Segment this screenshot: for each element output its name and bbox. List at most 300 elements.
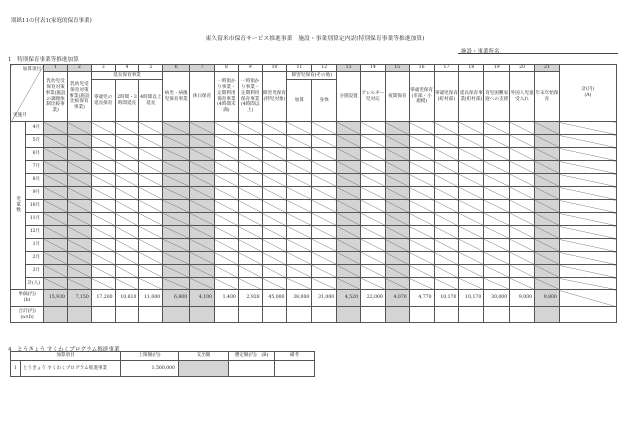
month-cell[interactable] xyxy=(535,265,560,278)
month-cell[interactable] xyxy=(361,239,386,252)
month-cell[interactable] xyxy=(535,174,560,187)
month-cell[interactable] xyxy=(459,213,484,226)
month-cell[interactable] xyxy=(337,226,361,239)
sum-cell[interactable] xyxy=(385,307,409,323)
month-cell[interactable] xyxy=(287,200,312,213)
month-cell[interactable] xyxy=(163,161,190,174)
month-cell[interactable] xyxy=(337,148,361,161)
month-cell[interactable] xyxy=(262,187,287,200)
month-cell[interactable] xyxy=(238,213,262,226)
month-cell[interactable] xyxy=(214,239,238,252)
month-cell[interactable] xyxy=(434,213,459,226)
sum-cell[interactable] xyxy=(510,307,535,323)
month-cell[interactable] xyxy=(139,161,163,174)
month-cell[interactable] xyxy=(44,187,68,200)
month-cell[interactable] xyxy=(459,265,484,278)
sub-row-note[interactable] xyxy=(275,361,315,377)
month-cell[interactable] xyxy=(262,161,287,174)
month-cell[interactable] xyxy=(238,226,262,239)
month-cell[interactable] xyxy=(459,161,484,174)
month-cell[interactable] xyxy=(510,200,535,213)
month-cell[interactable] xyxy=(139,187,163,200)
month-cell[interactable] xyxy=(484,265,510,278)
month-cell[interactable] xyxy=(385,135,409,148)
month-cell[interactable] xyxy=(287,239,312,252)
month-cell[interactable] xyxy=(510,187,535,200)
month-cell[interactable] xyxy=(312,135,337,148)
total-count-cell[interactable] xyxy=(91,278,115,290)
month-cell[interactable] xyxy=(361,148,386,161)
month-cell[interactable] xyxy=(434,122,459,135)
sub-row-calc[interactable] xyxy=(229,361,275,377)
month-cell[interactable] xyxy=(337,161,361,174)
month-cell[interactable] xyxy=(287,174,312,187)
sum-cell[interactable] xyxy=(44,307,68,323)
month-cell[interactable] xyxy=(409,148,434,161)
month-cell[interactable] xyxy=(163,239,190,252)
total-count-cell[interactable] xyxy=(385,278,409,290)
month-cell[interactable] xyxy=(163,122,190,135)
month-cell[interactable] xyxy=(139,135,163,148)
month-cell[interactable] xyxy=(385,265,409,278)
month-cell[interactable] xyxy=(238,265,262,278)
month-cell[interactable] xyxy=(44,161,68,174)
month-cell[interactable] xyxy=(163,187,190,200)
month-cell[interactable] xyxy=(115,148,139,161)
sum-cell[interactable] xyxy=(67,307,91,323)
month-cell[interactable] xyxy=(434,252,459,265)
month-cell[interactable] xyxy=(91,187,115,200)
month-cell[interactable] xyxy=(510,122,535,135)
sum-cell[interactable] xyxy=(312,307,337,323)
month-cell[interactable] xyxy=(434,265,459,278)
month-cell[interactable] xyxy=(459,252,484,265)
total-count-cell[interactable] xyxy=(163,278,190,290)
month-cell[interactable] xyxy=(459,135,484,148)
month-cell[interactable] xyxy=(361,187,386,200)
month-cell[interactable] xyxy=(44,148,68,161)
month-cell[interactable] xyxy=(312,122,337,135)
month-cell[interactable] xyxy=(312,213,337,226)
month-cell[interactable] xyxy=(484,252,510,265)
month-cell-total[interactable] xyxy=(559,252,616,265)
month-cell-total[interactable] xyxy=(559,213,616,226)
sum-cell[interactable] xyxy=(409,307,434,323)
month-cell[interactable] xyxy=(287,265,312,278)
month-cell[interactable] xyxy=(163,135,190,148)
month-cell[interactable] xyxy=(287,226,312,239)
month-cell-total[interactable] xyxy=(559,161,616,174)
month-cell[interactable] xyxy=(337,200,361,213)
month-cell[interactable] xyxy=(139,239,163,252)
month-cell[interactable] xyxy=(190,213,215,226)
month-cell[interactable] xyxy=(238,135,262,148)
month-cell[interactable] xyxy=(409,252,434,265)
month-cell[interactable] xyxy=(434,148,459,161)
month-cell[interactable] xyxy=(535,187,560,200)
month-cell[interactable] xyxy=(44,122,68,135)
month-cell[interactable] xyxy=(287,187,312,200)
month-cell[interactable] xyxy=(312,148,337,161)
month-cell[interactable] xyxy=(409,200,434,213)
facility-name-field[interactable] xyxy=(458,53,618,54)
month-cell[interactable] xyxy=(115,135,139,148)
month-cell[interactable] xyxy=(385,226,409,239)
month-cell[interactable] xyxy=(337,252,361,265)
sum-cell[interactable] xyxy=(361,307,386,323)
sum-cell[interactable] xyxy=(163,307,190,323)
month-cell[interactable] xyxy=(139,148,163,161)
sum-cell[interactable] xyxy=(535,307,560,323)
month-cell[interactable] xyxy=(287,252,312,265)
total-count-cell[interactable] xyxy=(67,278,91,290)
month-cell[interactable] xyxy=(214,226,238,239)
month-cell[interactable] xyxy=(44,135,68,148)
month-cell[interactable] xyxy=(361,226,386,239)
month-cell[interactable] xyxy=(459,122,484,135)
month-cell[interactable] xyxy=(190,187,215,200)
month-cell[interactable] xyxy=(163,174,190,187)
month-cell[interactable] xyxy=(409,161,434,174)
month-cell[interactable] xyxy=(434,226,459,239)
month-cell[interactable] xyxy=(484,174,510,187)
month-cell[interactable] xyxy=(44,200,68,213)
total-count-cell[interactable] xyxy=(287,278,312,290)
month-cell[interactable] xyxy=(459,239,484,252)
sum-cell[interactable] xyxy=(459,307,484,323)
month-cell[interactable] xyxy=(163,226,190,239)
total-count-cell[interactable] xyxy=(312,278,337,290)
month-cell[interactable] xyxy=(484,226,510,239)
month-cell[interactable] xyxy=(115,187,139,200)
sum-cell[interactable] xyxy=(484,307,510,323)
month-cell[interactable] xyxy=(214,148,238,161)
month-cell[interactable] xyxy=(385,122,409,135)
month-cell[interactable] xyxy=(535,135,560,148)
month-cell[interactable] xyxy=(67,200,91,213)
month-cell[interactable] xyxy=(459,187,484,200)
month-cell[interactable] xyxy=(67,122,91,135)
month-cell[interactable] xyxy=(91,135,115,148)
month-cell[interactable] xyxy=(262,252,287,265)
month-cell[interactable] xyxy=(535,239,560,252)
month-cell[interactable] xyxy=(190,252,215,265)
month-cell[interactable] xyxy=(91,122,115,135)
month-cell[interactable] xyxy=(91,161,115,174)
total-count-cell[interactable] xyxy=(238,278,262,290)
month-cell[interactable] xyxy=(510,148,535,161)
month-cell[interactable] xyxy=(361,135,386,148)
sum-cell[interactable] xyxy=(238,307,262,323)
month-cell[interactable] xyxy=(385,148,409,161)
month-cell[interactable] xyxy=(361,213,386,226)
month-cell[interactable] xyxy=(484,187,510,200)
month-cell[interactable] xyxy=(238,200,262,213)
month-cell[interactable] xyxy=(262,122,287,135)
month-cell[interactable] xyxy=(484,200,510,213)
month-cell[interactable] xyxy=(190,174,215,187)
month-cell[interactable] xyxy=(312,187,337,200)
month-cell[interactable] xyxy=(190,265,215,278)
month-cell[interactable] xyxy=(484,239,510,252)
month-cell[interactable] xyxy=(190,148,215,161)
month-cell[interactable] xyxy=(139,265,163,278)
month-cell[interactable] xyxy=(238,252,262,265)
month-cell[interactable] xyxy=(434,200,459,213)
month-cell[interactable] xyxy=(385,252,409,265)
sum-cell[interactable] xyxy=(337,307,361,323)
month-cell[interactable] xyxy=(190,226,215,239)
month-cell[interactable] xyxy=(484,122,510,135)
month-cell[interactable] xyxy=(409,265,434,278)
month-cell[interactable] xyxy=(312,239,337,252)
month-cell[interactable] xyxy=(459,148,484,161)
month-cell[interactable] xyxy=(262,135,287,148)
sum-cell[interactable] xyxy=(115,307,139,323)
month-cell[interactable] xyxy=(312,265,337,278)
month-cell[interactable] xyxy=(91,200,115,213)
month-cell[interactable] xyxy=(44,174,68,187)
total-count-cell[interactable] xyxy=(361,278,386,290)
month-cell[interactable] xyxy=(337,122,361,135)
month-cell[interactable] xyxy=(238,148,262,161)
total-count-cell-total[interactable] xyxy=(559,278,616,290)
month-cell[interactable] xyxy=(287,148,312,161)
month-cell[interactable] xyxy=(67,239,91,252)
total-count-cell[interactable] xyxy=(139,278,163,290)
month-cell[interactable] xyxy=(409,187,434,200)
month-cell[interactable] xyxy=(535,252,560,265)
month-cell[interactable] xyxy=(91,239,115,252)
month-cell[interactable] xyxy=(312,200,337,213)
month-cell[interactable] xyxy=(67,161,91,174)
sum-cell[interactable] xyxy=(139,307,163,323)
month-cell[interactable] xyxy=(139,213,163,226)
month-cell[interactable] xyxy=(361,200,386,213)
month-cell[interactable] xyxy=(91,252,115,265)
month-cell[interactable] xyxy=(385,161,409,174)
month-cell[interactable] xyxy=(190,161,215,174)
month-cell[interactable] xyxy=(214,265,238,278)
month-cell[interactable] xyxy=(337,174,361,187)
month-cell[interactable] xyxy=(214,187,238,200)
sum-cell[interactable] xyxy=(214,307,238,323)
month-cell[interactable] xyxy=(535,226,560,239)
month-cell[interactable] xyxy=(262,174,287,187)
month-cell[interactable] xyxy=(434,174,459,187)
month-cell-total[interactable] xyxy=(559,200,616,213)
month-cell[interactable] xyxy=(337,135,361,148)
month-cell[interactable] xyxy=(262,200,287,213)
month-cell[interactable] xyxy=(214,135,238,148)
month-cell[interactable] xyxy=(409,226,434,239)
month-cell[interactable] xyxy=(385,187,409,200)
month-cell[interactable] xyxy=(91,213,115,226)
month-cell[interactable] xyxy=(510,239,535,252)
total-count-cell[interactable] xyxy=(214,278,238,290)
month-cell-total[interactable] xyxy=(559,122,616,135)
month-cell[interactable] xyxy=(312,161,337,174)
month-cell[interactable] xyxy=(67,226,91,239)
month-cell[interactable] xyxy=(262,213,287,226)
month-cell[interactable] xyxy=(190,200,215,213)
month-cell[interactable] xyxy=(44,252,68,265)
month-cell[interactable] xyxy=(115,239,139,252)
month-cell[interactable] xyxy=(214,174,238,187)
month-cell[interactable] xyxy=(510,265,535,278)
month-cell[interactable] xyxy=(287,161,312,174)
month-cell[interactable] xyxy=(459,200,484,213)
month-cell[interactable] xyxy=(238,239,262,252)
month-cell[interactable] xyxy=(361,161,386,174)
month-cell[interactable] xyxy=(190,239,215,252)
month-cell[interactable] xyxy=(214,200,238,213)
month-cell[interactable] xyxy=(115,161,139,174)
month-cell[interactable] xyxy=(163,252,190,265)
month-cell[interactable] xyxy=(139,200,163,213)
month-cell[interactable] xyxy=(409,213,434,226)
month-cell[interactable] xyxy=(44,226,68,239)
month-cell[interactable] xyxy=(262,239,287,252)
month-cell[interactable] xyxy=(91,265,115,278)
total-count-cell[interactable] xyxy=(484,278,510,290)
month-cell-total[interactable] xyxy=(559,226,616,239)
month-cell[interactable] xyxy=(163,200,190,213)
month-cell[interactable] xyxy=(190,122,215,135)
month-cell[interactable] xyxy=(510,213,535,226)
month-cell[interactable] xyxy=(115,122,139,135)
total-count-cell[interactable] xyxy=(44,278,68,290)
month-cell[interactable] xyxy=(115,174,139,187)
month-cell[interactable] xyxy=(287,122,312,135)
month-cell[interactable] xyxy=(409,135,434,148)
total-count-cell[interactable] xyxy=(535,278,560,290)
month-cell[interactable] xyxy=(459,226,484,239)
month-cell[interactable] xyxy=(459,174,484,187)
month-cell[interactable] xyxy=(214,161,238,174)
month-cell[interactable] xyxy=(484,161,510,174)
month-cell[interactable] xyxy=(361,174,386,187)
month-cell[interactable] xyxy=(139,174,163,187)
month-cell[interactable] xyxy=(115,252,139,265)
month-cell[interactable] xyxy=(67,174,91,187)
month-cell-total[interactable] xyxy=(559,239,616,252)
month-cell[interactable] xyxy=(67,187,91,200)
month-cell[interactable] xyxy=(287,213,312,226)
month-cell[interactable] xyxy=(337,187,361,200)
month-cell[interactable] xyxy=(510,161,535,174)
month-cell[interactable] xyxy=(163,265,190,278)
month-cell[interactable] xyxy=(385,174,409,187)
month-cell[interactable] xyxy=(214,213,238,226)
total-count-cell[interactable] xyxy=(262,278,287,290)
month-cell[interactable] xyxy=(190,135,215,148)
month-cell[interactable] xyxy=(262,265,287,278)
month-cell[interactable] xyxy=(434,239,459,252)
month-cell[interactable] xyxy=(361,252,386,265)
total-count-cell[interactable] xyxy=(510,278,535,290)
month-cell[interactable] xyxy=(214,252,238,265)
month-cell[interactable] xyxy=(510,226,535,239)
total-count-cell[interactable] xyxy=(115,278,139,290)
month-cell-total[interactable] xyxy=(559,148,616,161)
sub-row-spent[interactable] xyxy=(179,361,229,377)
month-cell[interactable] xyxy=(535,213,560,226)
month-cell[interactable] xyxy=(262,226,287,239)
month-cell[interactable] xyxy=(238,187,262,200)
total-count-cell[interactable] xyxy=(337,278,361,290)
month-cell[interactable] xyxy=(361,265,386,278)
month-cell[interactable] xyxy=(67,265,91,278)
month-cell[interactable] xyxy=(115,265,139,278)
month-cell[interactable] xyxy=(484,148,510,161)
month-cell[interactable] xyxy=(361,122,386,135)
month-cell[interactable] xyxy=(510,135,535,148)
month-cell[interactable] xyxy=(409,122,434,135)
month-cell[interactable] xyxy=(484,135,510,148)
month-cell[interactable] xyxy=(510,174,535,187)
month-cell[interactable] xyxy=(434,135,459,148)
total-count-cell[interactable] xyxy=(190,278,215,290)
month-cell-total[interactable] xyxy=(559,135,616,148)
month-cell[interactable] xyxy=(44,265,68,278)
month-cell[interactable] xyxy=(312,252,337,265)
month-cell[interactable] xyxy=(163,148,190,161)
month-cell-total[interactable] xyxy=(559,265,616,278)
month-cell[interactable] xyxy=(139,252,163,265)
month-cell[interactable] xyxy=(262,148,287,161)
month-cell[interactable] xyxy=(385,213,409,226)
month-cell[interactable] xyxy=(139,226,163,239)
month-cell[interactable] xyxy=(139,122,163,135)
total-count-cell[interactable] xyxy=(459,278,484,290)
month-cell[interactable] xyxy=(115,226,139,239)
month-cell[interactable] xyxy=(409,174,434,187)
month-cell[interactable] xyxy=(238,174,262,187)
month-cell[interactable] xyxy=(67,213,91,226)
month-cell[interactable] xyxy=(535,148,560,161)
month-cell[interactable] xyxy=(385,200,409,213)
month-cell[interactable] xyxy=(535,200,560,213)
month-cell[interactable] xyxy=(67,148,91,161)
month-cell[interactable] xyxy=(44,239,68,252)
month-cell[interactable] xyxy=(409,239,434,252)
month-cell[interactable] xyxy=(510,252,535,265)
month-cell[interactable] xyxy=(312,174,337,187)
month-cell[interactable] xyxy=(238,122,262,135)
month-cell[interactable] xyxy=(535,122,560,135)
month-cell[interactable] xyxy=(91,148,115,161)
month-cell[interactable] xyxy=(434,161,459,174)
sum-cell[interactable] xyxy=(434,307,459,323)
sum-cell[interactable] xyxy=(91,307,115,323)
month-cell[interactable] xyxy=(115,213,139,226)
month-cell[interactable] xyxy=(337,265,361,278)
month-cell[interactable] xyxy=(67,135,91,148)
month-cell[interactable] xyxy=(44,213,68,226)
month-cell[interactable] xyxy=(337,239,361,252)
month-cell[interactable] xyxy=(238,161,262,174)
month-cell[interactable] xyxy=(535,161,560,174)
month-cell[interactable] xyxy=(337,213,361,226)
sum-total-cell[interactable] xyxy=(559,307,616,323)
sum-cell[interactable] xyxy=(287,307,312,323)
sum-cell[interactable] xyxy=(190,307,215,323)
month-cell[interactable] xyxy=(484,213,510,226)
month-cell-total[interactable] xyxy=(559,174,616,187)
total-count-cell[interactable] xyxy=(409,278,434,290)
month-cell[interactable] xyxy=(91,226,115,239)
